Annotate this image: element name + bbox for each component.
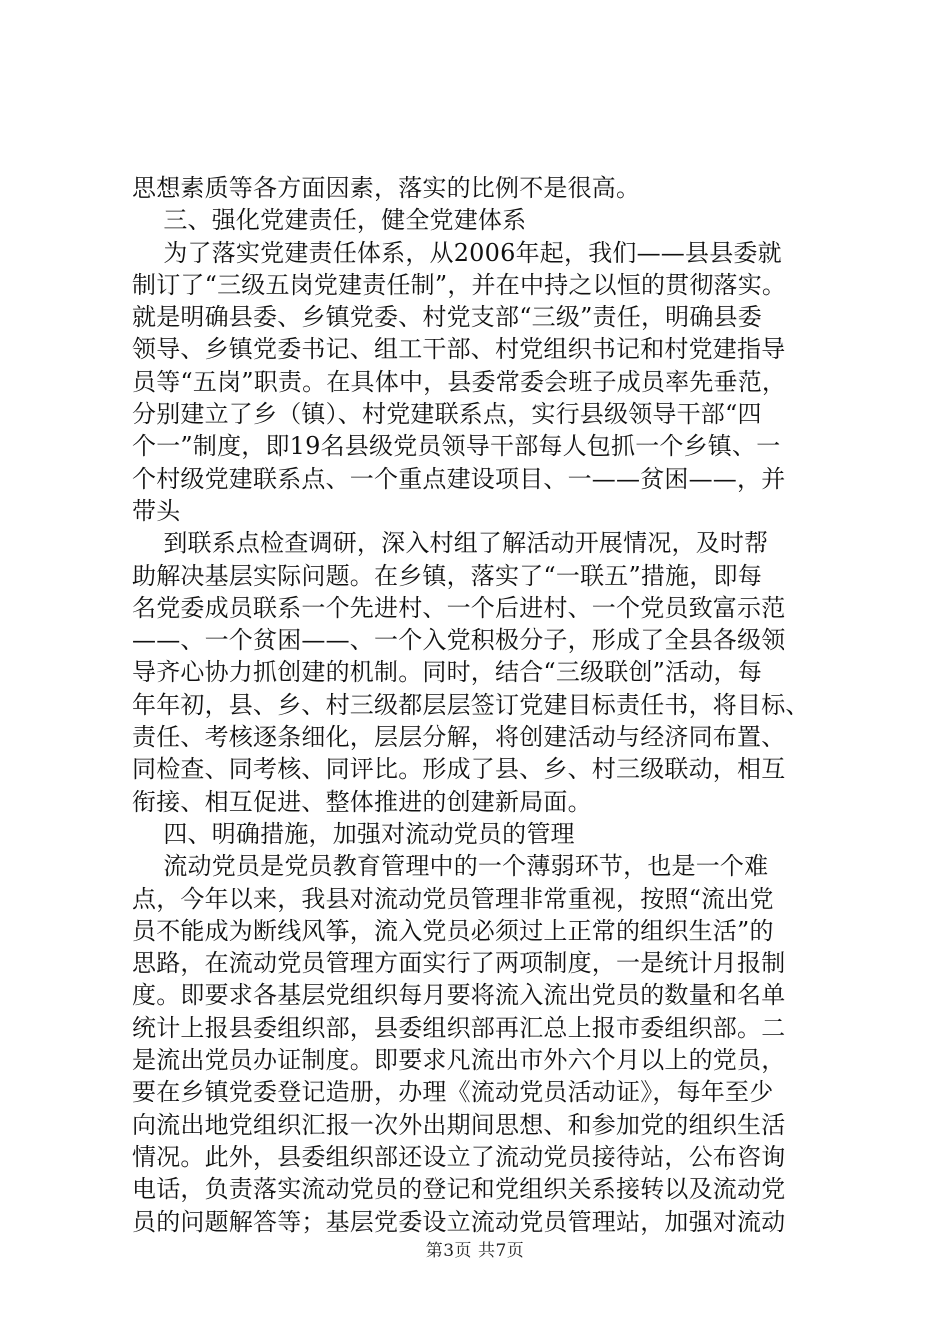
- page-footer: 第3页 共7页: [425, 1241, 525, 1261]
- text-line: 名党委成员联系一个先进村、一个后进村、一个党员致富示范: [132, 593, 786, 622]
- text-line: 领导、乡镇党委书记、组工干部、村党组织书记和村党建指导: [132, 335, 786, 364]
- text-line: 到联系点检查调研，深入村组了解活动开展情况，及时帮: [132, 529, 769, 558]
- text-line: 年年初，县、乡、村三级都层层签订党建目标责任书，将目标、: [132, 690, 810, 719]
- text-line: 导齐心协力抓创建的机制。同时，结合“三级联创”活动，每: [132, 658, 762, 687]
- text-line: 同检查、同考核、同评比。形成了县、乡、村三级联动，相互: [132, 755, 786, 784]
- text-line: 分别建立了乡（镇）、村党建联系点，实行县级领导干部“四: [132, 400, 762, 429]
- text-line: 思想素质等各方面因素，落实的比例不是很高。: [132, 174, 641, 202]
- text-line: 员等“五岗”职责。在具体中，县委常委会班子成员率先垂范，: [132, 367, 787, 396]
- text-line: 电话，负责落实流动党员的登记和党组织关系接转以及流动党: [132, 1175, 786, 1204]
- text-line: 四、明确措施，加强对流动党员的管理: [132, 819, 575, 848]
- text-line: 情况。此外，县委组织部还设立了流动党员接待站，公布咨询: [132, 1142, 786, 1171]
- text-line: 衔接、相互促进、整体推进的创建新局面。: [132, 787, 592, 816]
- text-line: 是流出党员办证制度。即要求凡流出市外六个月以上的党员，: [132, 1046, 786, 1075]
- text-line: 员的问题解答等；基层党委设立流动党员管理站，加强对流动: [132, 1207, 786, 1236]
- text-line: 向流出地党组织汇报一次外出期间思想、和参加党的组织生活: [132, 1110, 786, 1139]
- text-line: 要在乡镇党委登记造册，办理《流动党员活动证》，每年至少: [132, 1078, 774, 1107]
- text-line: ——、一个贫困——、一个入党积极分子，形成了全县各级领: [132, 626, 786, 655]
- text-line: 责任、考核逐条细化，层层分解，将创建活动与经济同布置、: [132, 723, 786, 752]
- text-line: 点，今年以来，我县对流动党员管理非常重视，按照“流出党: [132, 884, 774, 913]
- text-line: 制订了“三级五岗党建责任制”，并在中持之以恒的贯彻落实。: [132, 270, 787, 299]
- text-line: 员不能成为断线风筝，流入党员必须过上正常的组织生活”的: [132, 916, 774, 945]
- document-body: [132, 172, 852, 1238]
- text-line: 度。即要求各基层党组织每月要将流入流出党员的数量和名单: [132, 981, 786, 1010]
- text-line: 流动党员是党员教育管理中的一个薄弱环节，也是一个难: [132, 852, 769, 881]
- text-line: 三、强化党建责任，健全党建体系: [132, 206, 527, 235]
- text-line: 个村级党建联系点、一个重点建设项目、一——贫困——，并: [132, 464, 786, 493]
- text-line: 助解决基层实际问题。在乡镇，落实了“一联五”措施，即每: [132, 561, 762, 590]
- text-line: 带头: [132, 496, 181, 525]
- text-line: 就是明确县委、乡镇党委、村党支部“三级”责任，明确县委: [132, 303, 762, 332]
- text-line: 为了落实党建责任体系，从2006年起，我们——县县委就: [132, 238, 782, 267]
- text-line: 思路，在流动党员管理方面实行了两项制度，一是统计月报制: [132, 949, 786, 978]
- text-line: 个一”制度，即19名县级党员领导干部每人包抓一个乡镇、一: [132, 432, 781, 461]
- text-line: 统计上报县委组织部，县委组织部再汇总上报市委组织部。二: [132, 1013, 786, 1042]
